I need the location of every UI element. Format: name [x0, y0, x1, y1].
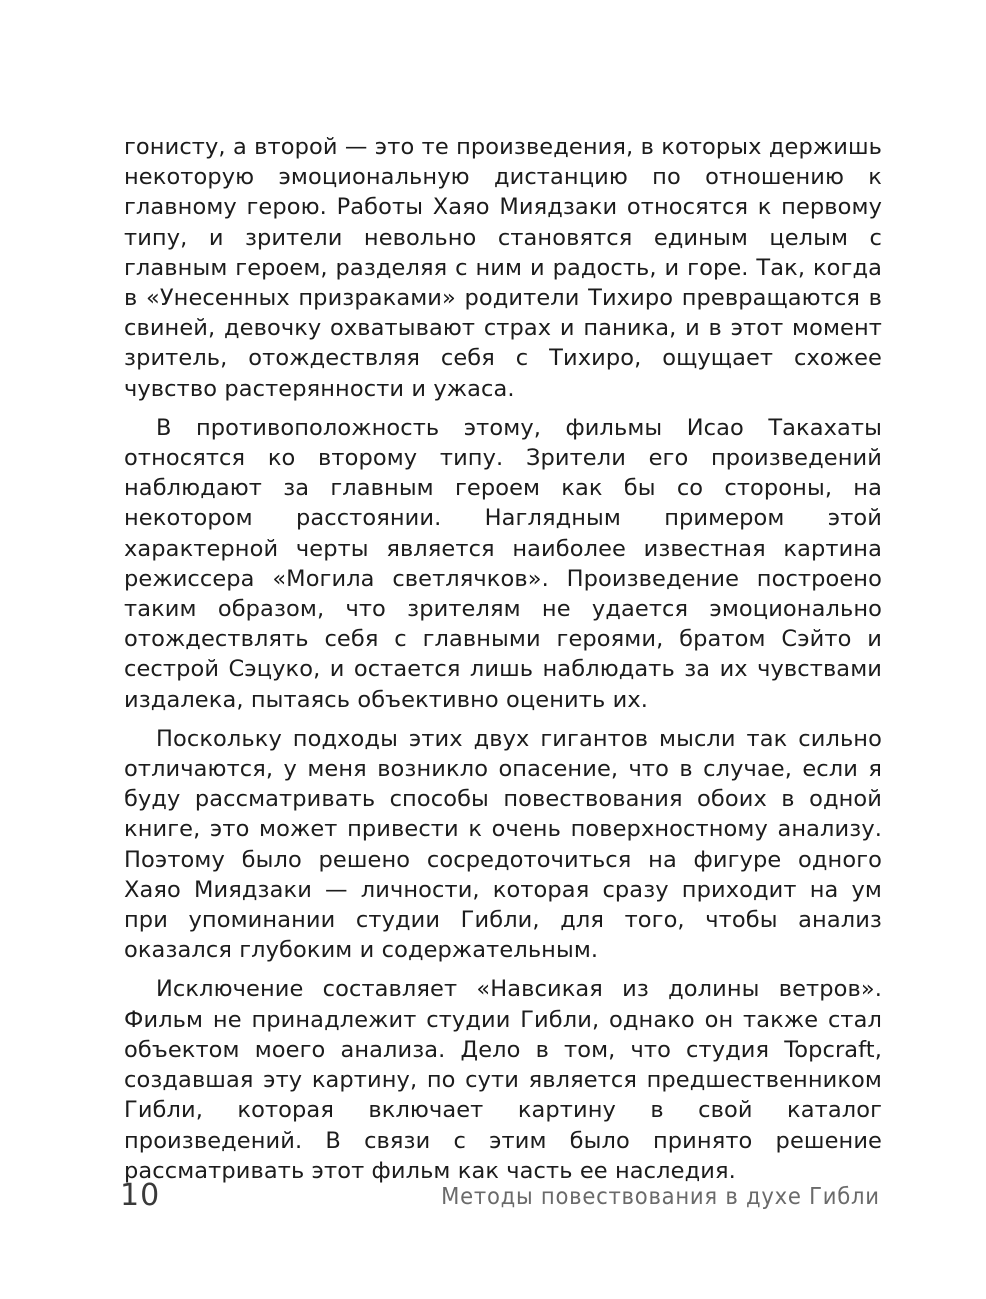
body-text	[124, 132, 882, 1195]
page-number: 10	[120, 1178, 161, 1213]
paragraph-4: Исключение составляет «Навсикая из долины ветров». Фильм не принадлежит студии Гибли, однако он также стал объектом моего анализа. Дело в том, что студия Topcraft, создавшая эту картину, по сути является предшественником Гибли, которая включает картину в свой каталог произведений. В связи с этим было принято решение рассматривать этот фильм как часть ее наследия.	[124, 976, 882, 1184]
paragraph-2: В противоположность этому, фильмы Исао Такахаты относятся ко второму типу. Зрители его произведений наблюдают за главным героем как бы со стороны, на некотором расстоянии. Наглядным примером этой характерной черты является наиболее известная картина режиссера «Могила светлячков». Произведение построено таким образом, что зрителям не удается эмоционально отождествлять себя с главными героями, братом Сэйто и сестрой Сэцуко, и остается лишь наблюдать за их чувствами издалека, пытаясь объективно оценить их.	[124, 414, 882, 713]
running-title: Методы повествования в духе Гибли	[441, 1184, 880, 1210]
paragraph-3: Поскольку подходы этих двух гигантов мысли так сильно отличаются, у меня возникло опасение, что в случае, если я буду рассматривать способы повествования обоих в одной книге, это может привести к очень поверхностному анализу. Поэтому было решено сосредоточиться на фигуре одного Хаяо Миядзаки — личности, которая сразу приходит на ум при упоминании студии Гибли, для того, чтобы анализ оказался глубоким и содержательным.	[124, 725, 882, 964]
paragraph-1: гонисту, а второй — это те произведения, в которых держишь некоторую эмоциональную дистанцию по отношению к главному герою. Работы Хаяо Миядзаки относятся к первому типу, и зрители невольно становятся единым целым с главным героем, разделяя с ним и радость, и горе. Так, когда в «Унесенных призраками» родители Тихиро превращаются в свиней, девочку охватывают страх и паника, и в этот момент зритель, отождествляя себя с Тихиро, ощущает схожее чувство растерянности и ужаса.	[124, 134, 882, 402]
